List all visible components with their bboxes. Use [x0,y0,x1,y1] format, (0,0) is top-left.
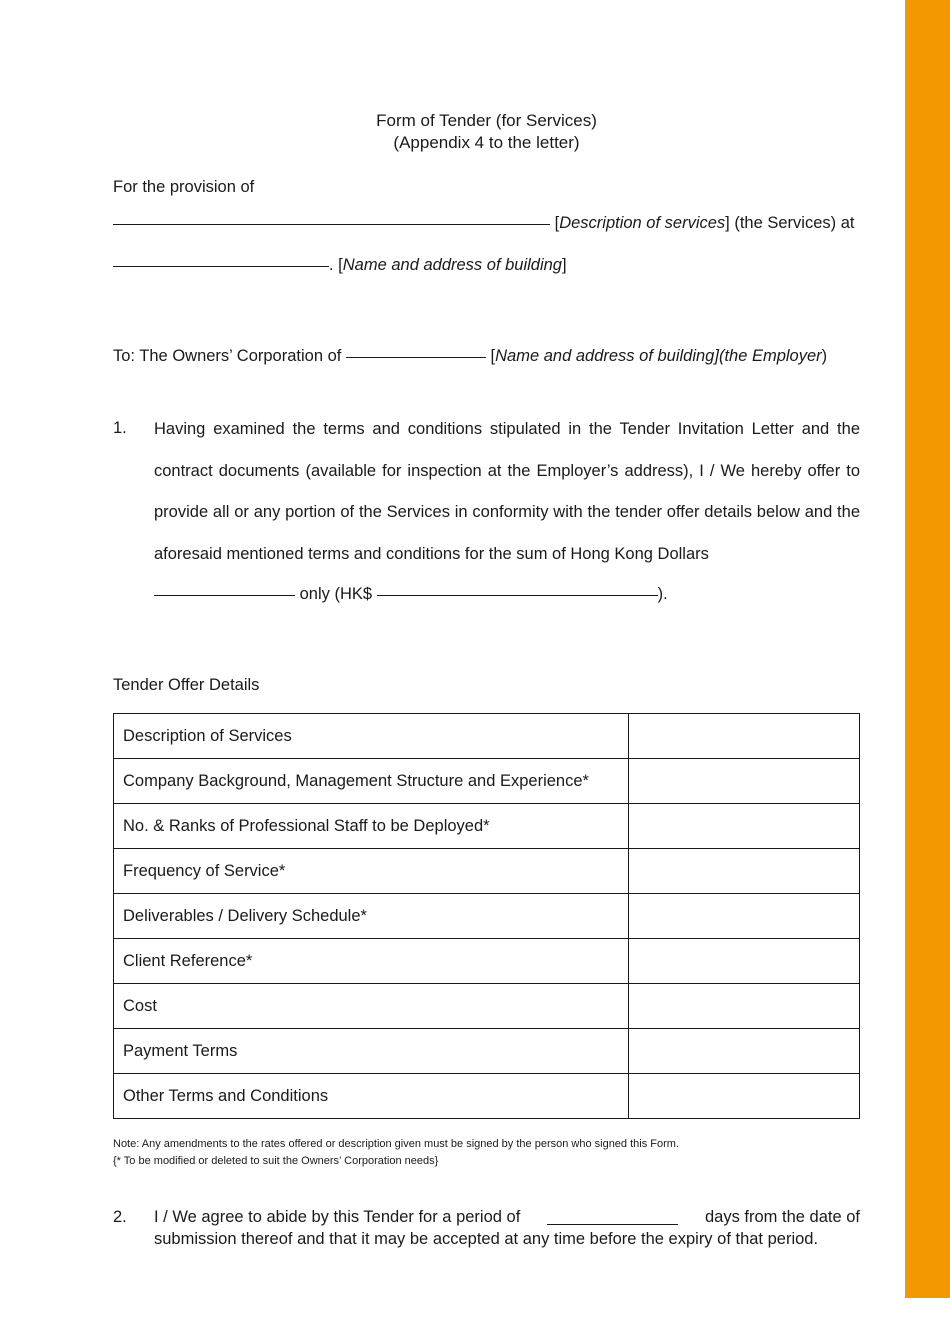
table-row [114,1029,860,1074]
table-row [114,714,860,759]
row-value-cell[interactable] [629,1074,860,1119]
table-row [114,804,860,849]
modification-note: {* To be modified or deleted to suit the Owners’ Corporation needs} [113,1155,439,1167]
row-label: Company Background, Management Structure and Experience* [114,759,629,804]
employer-placeholder: Name and address of building](the Employer [495,347,822,365]
row-label: No. & Ranks of Professional Staff to be Deployed* [114,804,629,849]
clause-2-line-2: submission thereof and that it may be accepted at any time before the expiry of that period. [154,1230,819,1248]
form-title: Form of Tender (for Services) [376,111,597,130]
amount-words-blank[interactable] [154,594,295,596]
amount-figures-blank[interactable] [377,594,658,596]
clause-2-number: 2. [113,1208,127,1226]
row-label: Payment Terms [114,1029,629,1074]
table-row [114,939,860,984]
provision-building-line: . [Name and address of building] [113,256,567,275]
table-row [114,894,860,939]
row-value-cell[interactable] [629,939,860,984]
row-value-cell[interactable] [629,894,860,939]
row-label: Frequency of Service* [114,849,629,894]
table-row [114,1074,860,1119]
amendment-note: Note: Any amendments to the rates offered or description given must be signed by the person who signed this Form. [113,1138,679,1150]
tender-offer-details-table [113,713,860,1119]
provision-label: For the provision of [113,178,255,196]
row-value-cell[interactable] [629,984,860,1029]
row-value-cell[interactable] [629,804,860,849]
form-subtitle: (Appendix 4 to the letter) [393,133,580,152]
orange-side-bar [905,0,950,1298]
table-row [114,984,860,1029]
validity-days-blank[interactable] [547,1223,678,1225]
row-value-cell[interactable] [629,849,860,894]
clause-1-number: 1. [113,419,127,437]
clause-1-amount-line: only (HK$ ). [154,585,668,604]
table-row [114,849,860,894]
clause-2-line-1: I / We agree to abide by this Tender for a period of days from the date of [154,1208,860,1226]
clause-1-text: Having examined the terms and conditions stipulated in the Tender Invitation Letter and the contract documents (available for inspection at the Employer’s address), I / We hereby offer to provide all or any portion of the Services in conformity with the tender offer details below and the aforesaid mentioned terms and conditions for the sum of Hong Kong Dollars [154,420,860,563]
row-label: Description of Services [114,714,629,759]
row-label: Cost [114,984,629,1029]
row-label: Client Reference* [114,939,629,984]
row-label: Other Terms and Conditions [114,1074,629,1119]
owners-corporation-blank[interactable] [346,356,486,358]
row-value-cell[interactable] [629,714,860,759]
building-blank[interactable] [113,265,329,267]
table-row [114,759,860,804]
row-value-cell[interactable] [629,1029,860,1074]
row-value-cell[interactable] [629,759,860,804]
services-placeholder: Description of services [559,214,726,232]
tender-offer-details-heading: Tender Offer Details [113,676,260,694]
building-placeholder: Name and address of building [342,256,562,274]
row-label: Deliverables / Delivery Schedule* [114,894,629,939]
services-blank[interactable] [113,223,550,225]
addressee-line: To: The Owners’ Corporation of [Name and address of building](the Employer) [113,347,828,365]
provision-services-line: [Description of services] (the Services) at [113,214,854,233]
